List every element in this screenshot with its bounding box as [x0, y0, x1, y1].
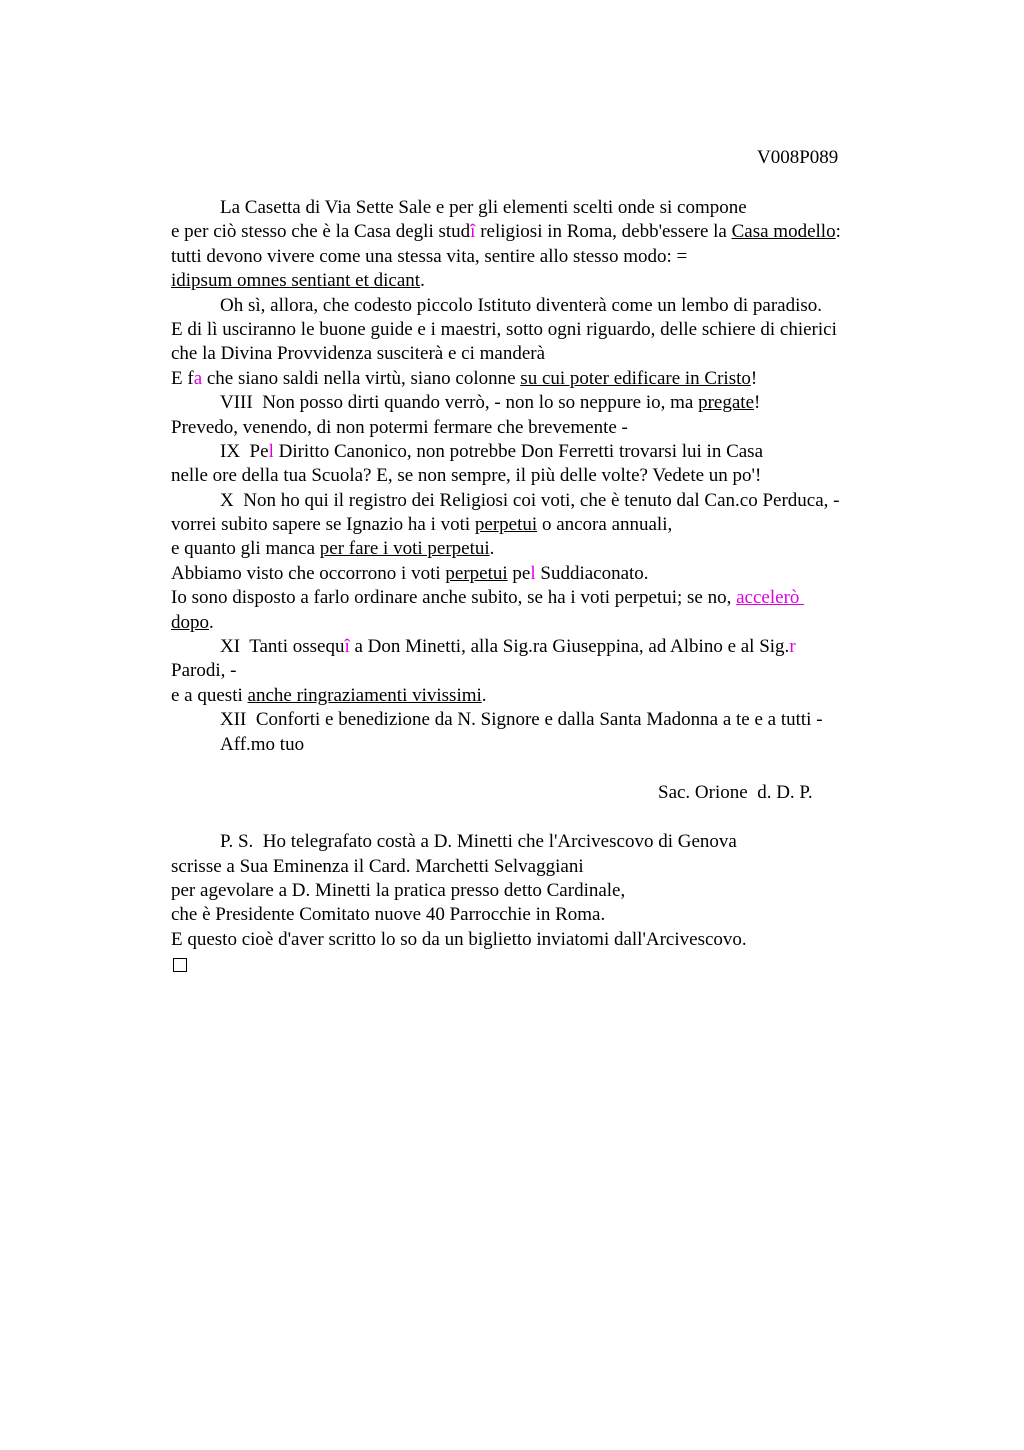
end-marker-line	[171, 952, 911, 976]
text-line	[171, 513, 911, 537]
square-box-icon	[173, 958, 187, 972]
text-span: E di lì usciranno le buone guide e i maestri, sotto ogni riguardo, delle schiere di chierici	[171, 318, 837, 340]
text-line	[171, 318, 911, 342]
underlined-text: perpetui	[474, 514, 538, 536]
underlined-text: pregate	[698, 392, 754, 414]
text-span: IX Pe	[220, 440, 269, 462]
text-line	[171, 464, 911, 488]
text-line	[171, 879, 911, 903]
text-line	[171, 440, 911, 464]
text-line	[171, 562, 911, 586]
spacer	[171, 806, 911, 830]
text-span: Prevedo, venendo, di non potermi fermare che brevemente -	[171, 416, 628, 438]
text-span: e per ciò stesso che è la Casa degli stud	[171, 221, 471, 243]
text-span: che è Presidente Comitato nuove 40 Parrocchie in Roma.	[171, 904, 606, 926]
letter-body	[171, 196, 911, 977]
text-span: Diritto Canonico, non potrebbe Don Ferretti trovarsi lui in Casa	[273, 440, 764, 462]
highlight-char: r	[789, 636, 796, 658]
text-span: VIII Non posso dirti quando verrò, - non lo so neppure io, ma	[220, 392, 699, 414]
text-line	[171, 294, 911, 318]
text-span: XII Conforti e benedizione da N. Signore e dalla Santa Madonna a te e a tutti -	[220, 709, 823, 731]
text-line	[171, 830, 911, 854]
underlined-text: Casa modello	[731, 221, 836, 243]
text-span: XI Tanti ossequ	[220, 636, 345, 658]
text-span: La Casetta di Via Sette Sale e per gli elementi scelti onde si compone	[220, 197, 747, 218]
highlight-char: a	[193, 367, 203, 389]
text-span: o ancora annuali,	[537, 514, 673, 536]
closing-line	[171, 733, 911, 757]
text-span: che la Divina Provvidenza susciterà e ci manderà	[171, 343, 546, 365]
text-line	[171, 684, 911, 708]
text-span: Abbiamo visto che occorrono i voti	[171, 562, 446, 584]
text-line	[171, 708, 911, 732]
underlined-text: perpetui	[445, 562, 508, 584]
text-span: Parodi, -	[171, 660, 237, 682]
text-span: per agevolare a D. Minetti la pratica presso detto Cardinale,	[171, 879, 626, 901]
text-span: E f	[171, 367, 194, 389]
text-line	[171, 928, 911, 952]
text-line	[171, 391, 911, 415]
text-line	[171, 367, 911, 391]
text-line	[171, 220, 911, 244]
highlight-char: î	[470, 221, 476, 243]
signature-text: Sac. Orione d. D. P.	[658, 782, 813, 804]
text-span: vorrei subito sapere se Ignazio ha i voti	[171, 514, 475, 536]
text-span: .	[420, 270, 425, 292]
text-span: nelle ore della tua Scuola? E, se non sempre, il più delle volte? Vedete un po'!	[171, 465, 762, 487]
text-line	[171, 196, 911, 220]
text-span: Oh sì, allora, che codesto piccolo Istituto diventerà come un lembo di paradiso.	[220, 294, 823, 316]
underlined-text: dopo	[171, 611, 209, 633]
spacer	[171, 757, 911, 781]
highlight-char: î	[344, 636, 350, 658]
text-line	[171, 635, 911, 659]
text-line	[171, 245, 911, 269]
text-line	[171, 537, 911, 561]
text-span: Io sono disposto a farlo ordinare anche subito, se ha i voti perpetui; se no,	[171, 587, 737, 609]
text-span: tutti devono vivere come una stessa vita, sentire allo stesso modo: =	[171, 245, 688, 267]
text-span: :	[835, 221, 841, 243]
text-line	[171, 586, 911, 610]
text-span: a Don Minetti, alla Sig.ra Giuseppina, ad Albino e al Sig.	[349, 636, 790, 658]
text-span: P. S. Ho telegrafato costà a D. Minetti che l'Arcivescovo di Genova	[220, 831, 737, 853]
text-line	[171, 416, 911, 440]
text-line	[171, 489, 911, 513]
underlined-text: anche ringraziamenti vivissimi	[247, 684, 482, 706]
text-span: Suddiaconato.	[535, 562, 649, 584]
text-span: X Non ho qui il registro dei Religiosi coi voti, che è tenuto dal Can.co Perduca, -	[220, 489, 840, 511]
text-span: .	[481, 684, 487, 706]
text-span: che siano saldi nella virtù, siano colonne	[202, 367, 521, 389]
text-line	[171, 855, 911, 879]
text-span: E questo cioè d'aver scritto lo so da un biglietto inviatomi dall'Arcivescovo.	[171, 928, 747, 950]
signature	[171, 781, 911, 805]
underlined-text: idipsum omnes sentiant et dicant	[171, 270, 421, 292]
text-span: e a questi	[171, 684, 248, 706]
text-span: e quanto gli manca	[171, 538, 320, 560]
text-span: religiosi in Roma, debb'essere la	[475, 221, 732, 243]
text-line	[171, 611, 911, 635]
text-line	[171, 342, 911, 366]
highlight-underlined-text: accelerò	[736, 587, 805, 609]
page-id: V008P089	[757, 147, 839, 168]
text-line	[171, 903, 911, 927]
text-line	[171, 659, 911, 683]
highlight-char: l	[268, 440, 274, 462]
text-span: pe	[507, 562, 531, 584]
text-span: scrisse a Sua Eminenza il Card. Marchetti Selvaggiani	[171, 855, 584, 877]
text-span: .	[489, 538, 495, 560]
underlined-text: per fare i voti perpetui	[319, 538, 490, 560]
underlined-text: su cui poter edificare in Cristo	[520, 367, 751, 389]
text-line	[171, 269, 911, 293]
highlight-char: l	[530, 562, 536, 584]
text-span: .	[209, 611, 214, 633]
text-span: !	[750, 367, 758, 389]
text-span: !	[754, 392, 761, 414]
text-span: Aff.mo tuo	[220, 733, 305, 755]
